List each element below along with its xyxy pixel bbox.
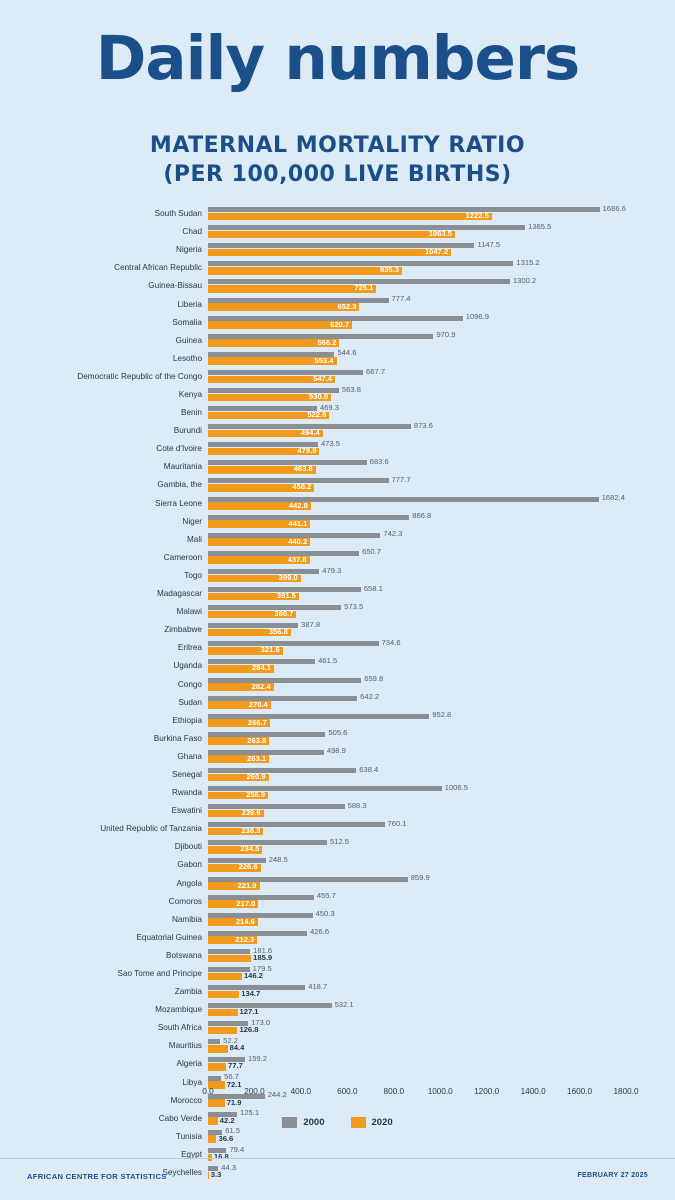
value-label-2020: 522.6 [307,410,327,420]
legend-swatch-icon [351,1117,366,1128]
category-label: Burkina Faso [153,733,202,743]
value-label-2020: 263.8 [247,735,267,745]
category-label: Rwanda [171,788,202,798]
value-label-2000: 659.8 [364,674,384,684]
value-label-2020: 126.8 [239,1025,259,1035]
value-label-2020: 282.4 [251,681,271,691]
value-label-2020: 239.6 [241,808,261,818]
chart-row [117,963,626,983]
category-label: Tunisia [175,1131,202,1141]
category-label: Kenya [178,390,202,399]
value-label-2000: 683.6 [369,456,389,466]
value-label-2020: 463.8 [293,464,313,474]
value-label-2020: 494.4 [300,428,320,438]
chart-row [173,656,626,675]
category-label: Nigeria [176,245,202,255]
category-label: Senegal [171,769,202,779]
bar-2000 [208,804,345,809]
value-label-2020: 185.9 [253,952,273,962]
bar-2020 [208,973,242,981]
bar-2020 [208,1027,237,1035]
chart-row [114,257,626,277]
value-label-2020: 214.6 [235,916,255,926]
category-label: Zimbabwe [164,625,202,635]
value-label-2000: 532.1 [334,999,354,1009]
category-label: South Sudan [154,209,202,219]
bar-2000 [208,949,250,954]
value-label-2020: 553.4 [314,355,334,365]
value-label-2000: 873.6 [413,420,433,430]
value-label-2020: 134.7 [241,989,261,999]
value-label-2020: 440.2 [288,536,308,546]
category-label: Mozambique [155,1005,202,1015]
value-label-2020: 212.3 [235,934,255,944]
chart-row [172,312,626,332]
value-label-2020: 1063.5 [428,229,452,239]
chart-row [171,764,626,784]
value-label-2000: 777.4 [391,294,411,304]
value-label-2020: 442.8 [288,500,308,510]
legend-swatch-icon [282,1117,297,1128]
value-label-2020: 1222.5 [465,211,489,221]
value-label-2000: 563.8 [341,384,361,394]
bar-2000 [208,569,319,574]
chart-row [164,619,626,639]
value-label-2000: 473.5 [320,438,340,448]
bar-2000 [208,768,356,773]
category-label: Liberia [177,299,202,309]
bar-2020 [208,213,492,221]
value-label-2020: 3.3 [210,1170,222,1180]
chart-row [77,366,626,386]
x-axis-tick: 1600.0 [567,1087,593,1097]
value-label-2000: 56.7 [224,1072,239,1082]
chart-row [182,511,626,531]
chart-row [154,203,626,223]
bar-2000 [208,895,314,900]
category-label: Algeria [176,1059,202,1069]
value-label-2020: 530.0 [309,392,329,401]
category-label: Benin [181,408,202,418]
bar-2000 [208,696,357,701]
bar-2000 [208,298,389,303]
chart-row [100,818,626,838]
category-label: Chad [182,227,202,237]
chart-row [171,909,626,929]
x-axis-tick: 0.0 [202,1087,214,1097]
bar-2000 [208,913,313,918]
category-label: Equatorial Guinea [136,932,202,942]
value-label-2000: 760.1 [387,818,407,828]
value-label-2000: 426.6 [310,927,330,937]
bar-2020 [208,231,455,239]
chart-row [157,1017,626,1037]
value-label-2020: 226.6 [238,862,258,872]
x-axis-tick: 1200.0 [474,1087,500,1097]
category-label: Sierra Leone [155,498,202,508]
bar-2000 [208,225,525,230]
bar-2000 [208,551,359,556]
category-label: Democratic Republic of the Congo [77,371,202,381]
bar-2000 [208,1003,332,1008]
chart-row [175,330,626,350]
bar-2020 [208,285,376,293]
chart-legend [0,1117,675,1128]
category-label: Cameroon [163,552,202,562]
x-axis-tick: 200.0 [244,1087,265,1097]
x-axis-tick: 1400.0 [520,1087,546,1097]
bar-2000 [208,207,600,212]
value-label-2020: 234.5 [240,844,260,854]
bar-2020 [208,267,402,275]
x-axis-tick: 1000.0 [427,1087,453,1097]
value-label-2020: 321.6 [260,645,280,655]
category-label: Gabon [177,860,202,870]
value-label-2000: 650.7 [362,547,382,557]
value-label-2020: 620.7 [330,319,350,329]
category-label: Mali [186,534,202,544]
value-label-2020: 238.3 [241,826,261,836]
footer [0,1158,675,1200]
category-label: Ethiopia [172,715,202,725]
chart-row [177,637,626,657]
value-label-2000: 461.5 [318,656,338,666]
value-label-2020: 566.2 [317,337,337,347]
category-label: Comoros [168,896,202,906]
footer-source: AFRICAN CENTRE FOR STATISTICS [27,1172,167,1181]
chart-row [176,601,626,621]
value-label-2000: 248.5 [268,855,288,865]
value-label-2000: 469.3 [319,402,339,412]
chart-row [176,239,626,259]
value-label-2020: 260.9 [246,771,266,781]
value-label-2000: 450.3 [315,909,335,919]
category-label: Eritrea [177,643,202,653]
bar-2020 [208,1009,238,1017]
value-label-2020: 71.9 [226,1097,242,1107]
category-label: Seychelles [162,1168,202,1178]
value-label-2000: 952.8 [432,710,452,720]
bar-2000 [208,822,385,827]
value-label-2000: 588.3 [347,800,367,810]
chart-row [173,420,626,440]
chart-title-block [0,131,675,189]
category-label: Guinea [175,335,202,345]
value-label-2000: 1686.6 [602,203,626,213]
category-label: Cote d'Ivoire [156,444,202,454]
value-label-2020: 652.3 [337,301,357,311]
chart-title-line2: (PER 100,000 LIVE BIRTHS) [163,162,512,188]
value-label-2000: 498.9 [326,746,346,756]
category-label: Somalia [172,317,202,327]
category-label: Botswana [166,950,202,960]
bar-2020 [208,955,251,963]
chart-row [176,873,626,893]
category-label: Mauritania [163,462,202,472]
bar-2000 [208,1039,220,1044]
chart-row [156,583,626,603]
value-label-2000: 159.2 [247,1054,267,1064]
chart-title-line1: MATERNAL MORTALITY RATIO [149,133,526,158]
chart-row [178,692,626,712]
chart-row [178,384,626,404]
category-label: Mauritius [168,1041,202,1051]
value-label-2020: 399.0 [278,572,298,582]
category-label: Morocco [170,1095,202,1105]
category-label: South Africa [157,1023,202,1033]
category-label: Eswatini [171,806,202,816]
value-label-2000: 387.8 [301,619,321,629]
bar-2000 [208,497,599,502]
chart-row [171,782,626,802]
value-label-2000: 505.6 [328,728,348,738]
value-label-2020: 356.8 [268,627,288,637]
category-label: Central African Republic [114,263,202,273]
value-label-2000: 173.0 [251,1017,271,1027]
value-label-2000: 742.3 [383,529,403,539]
value-label-2020: 266.7 [247,717,267,727]
value-label-2000: 418.7 [308,981,328,991]
value-label-2020: 479.9 [297,446,317,456]
value-label-2000: 79.4 [229,1144,245,1154]
chart-row [175,1126,626,1146]
chart-row [177,746,626,766]
category-label: Egypt [181,1149,202,1159]
value-label-2020: 42.2 [219,1115,235,1125]
x-axis-tick: 800.0 [383,1087,405,1097]
value-label-2020: 72.1 [226,1079,242,1089]
value-label-2020: 835.3 [379,265,399,275]
value-label-2000: 44.3 [221,1162,237,1172]
value-label-2000: 1300.2 [512,276,537,286]
value-label-2000: 970.9 [436,330,456,340]
value-label-2020: 77.7 [228,1061,243,1071]
footer-date: FEBRUARY 27 2025 [577,1172,648,1179]
bar-2000 [208,641,379,646]
legend-label: 2000 [303,1117,325,1129]
category-label: Namibia [171,914,202,924]
value-label-2020: 725.1 [354,283,374,293]
category-label: Togo [184,570,202,580]
category-label: Sudan [178,697,202,707]
value-label-2000: 866.8 [412,511,432,521]
category-label: Madagascar [156,589,202,599]
chart-row [176,1054,626,1073]
category-label: Guinea-Bissau [148,281,202,291]
value-label-2020: 391.5 [276,591,296,601]
value-label-2020: 36.6 [218,1133,234,1143]
chart-row [172,348,626,368]
chart-row [156,438,626,458]
value-label-2000: 1096.9 [465,312,489,322]
bar-2000 [208,840,327,845]
value-label-2000: 1006.5 [444,782,468,792]
chart-row [155,999,626,1019]
category-label: United Republic of Tanzania [100,824,202,834]
chart-row [163,547,626,567]
chart-row [182,221,626,241]
bar-2020 [208,991,239,999]
category-label: Angola [176,878,202,888]
value-label-2020: 146.2 [243,971,263,980]
category-label: Djibouti [174,842,202,852]
value-label-2000: 638.4 [359,764,379,774]
value-label-2000: 658.1 [363,583,383,593]
category-label: Malawi [176,607,202,617]
value-label-2000: 642.2 [360,692,380,702]
value-label-2000: 125.1 [240,1108,260,1118]
value-label-2020: 547.4 [313,373,333,383]
value-label-2000: 1315.2 [516,257,540,267]
category-label: Cabo Verde [158,1113,202,1123]
bar-2000 [208,406,317,411]
value-label-2000: 544.6 [337,348,357,358]
category-label: Lesotho [172,353,202,363]
value-label-2000: 1682.4 [601,493,625,503]
x-axis [202,1087,639,1107]
value-label-2020: 437.8 [287,554,307,564]
bar-2000 [208,1076,221,1081]
category-label: Gambia, the [157,480,202,490]
value-label-2020: 441.1 [288,518,308,528]
chart-row [148,276,626,295]
value-label-2000: 777.7 [391,475,411,485]
value-label-2000: 1147.5 [477,239,501,249]
legend-label: 2020 [371,1117,393,1129]
value-label-2000: 244.2 [267,1090,287,1100]
category-label: Uganda [173,661,202,671]
chart-row [184,565,626,585]
bar-2000 [208,460,367,465]
page-title: Daily numbers [95,23,580,94]
value-label-2020: 217.0 [236,898,256,908]
chart-row [153,728,626,748]
bar-2000 [208,370,363,375]
value-label-2000: 667.7 [366,366,386,376]
value-label-2000: 573.5 [344,601,364,611]
value-label-2020: 127.1 [239,1007,259,1017]
bar-2020 [208,1063,226,1071]
category-label: Sao Tome and Principe [117,969,202,978]
bar-2000 [208,786,442,791]
value-label-2000: 1365.5 [528,221,552,231]
x-axis-tick: 400.0 [290,1087,312,1097]
chart-row [157,475,626,494]
bar-2000 [208,261,513,266]
chart-row [163,456,626,476]
chart-row [174,981,626,1001]
chart-row [177,674,626,694]
value-label-2020: 284.1 [251,663,271,673]
value-label-2000: 512.5 [330,836,350,846]
bar-2000 [208,931,307,936]
category-label: Burundi [173,426,202,436]
chart-row [171,800,626,820]
value-label-2000: 52.2 [223,1035,238,1045]
value-label-2020: 380.7 [274,609,294,619]
chart-row [177,294,626,314]
category-label: Niger [182,516,202,526]
value-label-2020: 258.9 [246,790,266,800]
x-axis-tick: 1800.0 [613,1087,639,1097]
category-label: Ghana [177,751,202,761]
chart-row [168,891,626,911]
category-label: Libya [182,1077,202,1087]
value-label-2020: 263.1 [247,753,267,763]
value-label-2000: 179.5 [252,963,272,973]
value-label-2020: 84.4 [229,1043,245,1053]
category-label: Congo [177,679,202,689]
value-label-2000: 734.6 [381,637,401,647]
value-label-2020: 270.4 [248,699,268,709]
bar-2000 [208,678,361,683]
value-label-2000: 479.3 [322,565,342,575]
category-label: Zambia [174,987,202,997]
legend-item-2020[interactable] [351,1117,393,1128]
chart-row [172,710,626,730]
bar-2000 [208,714,429,719]
value-label-2020: 1047.2 [424,247,449,257]
chart-row [186,529,626,549]
x-axis-tick: 600.0 [337,1087,358,1097]
bar-2020 [208,249,451,257]
chart-row [168,1035,626,1055]
value-label-2000: 181.6 [253,945,273,955]
value-label-2000: 455.7 [316,891,336,901]
value-label-2020: 458.2 [292,482,312,492]
legend-item-2000[interactable] [282,1117,324,1128]
value-label-2020: 16.8 [213,1151,229,1161]
value-label-2020: 221.9 [237,880,257,890]
bar-2020 [208,1135,216,1143]
value-label-2000: 859.9 [410,873,430,883]
value-label-2000: 61.5 [225,1126,241,1136]
